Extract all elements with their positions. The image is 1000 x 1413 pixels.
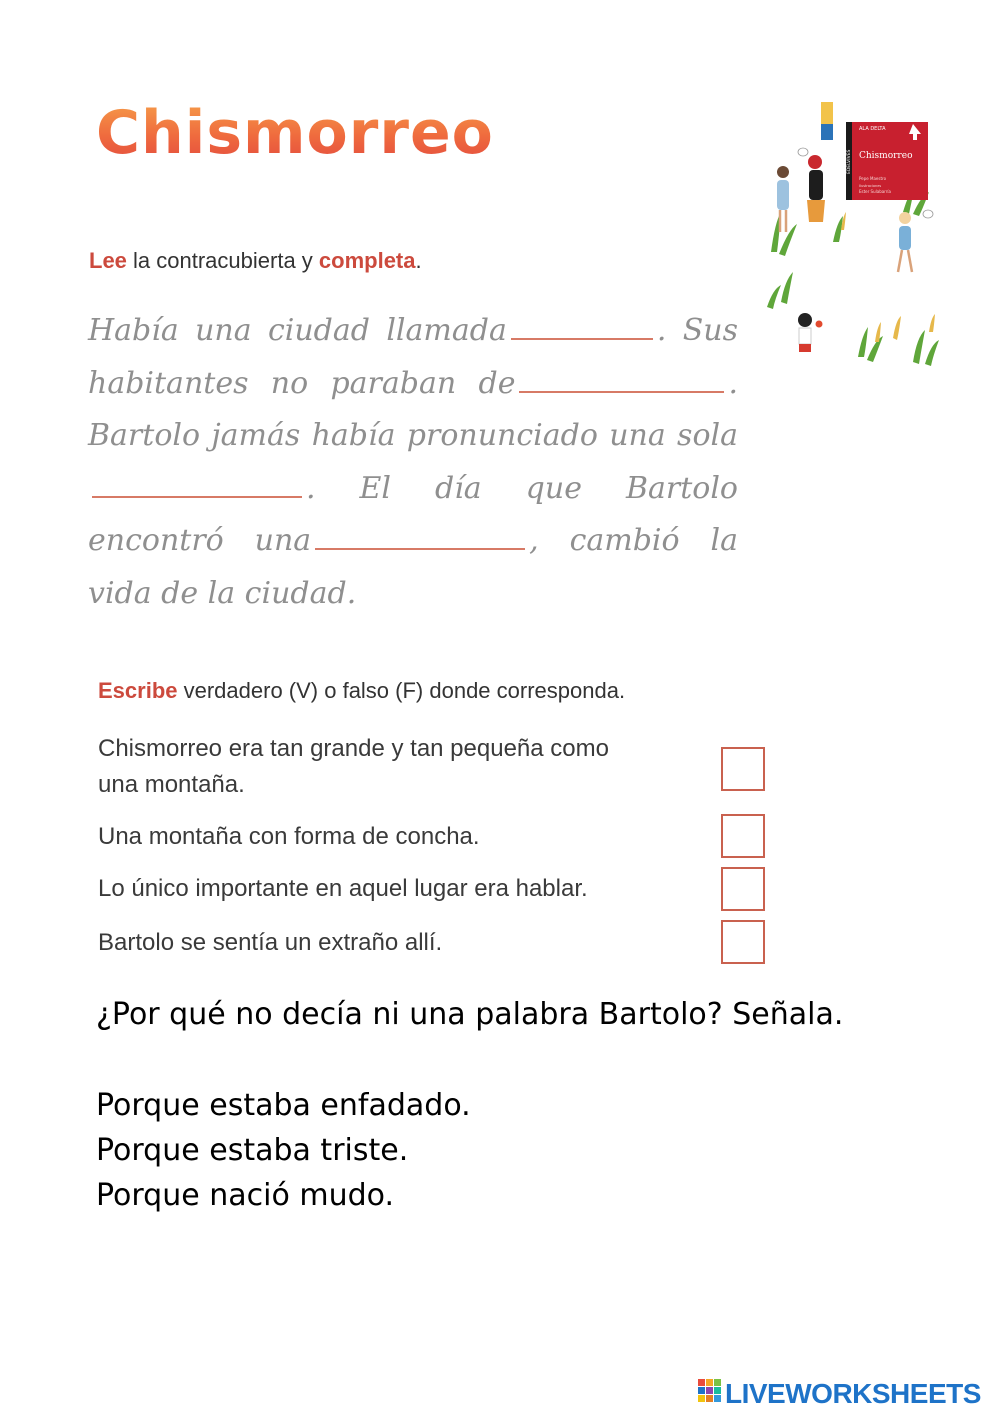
cover-title: Chismorreo bbox=[859, 151, 913, 161]
blank-activity[interactable] bbox=[519, 365, 724, 393]
cloze-text-3: . Bartolo jamás había pronunciado una sola bbox=[88, 365, 738, 453]
answer-option-3[interactable]: Porque nació mudo. bbox=[96, 1178, 394, 1213]
blank-word[interactable] bbox=[92, 470, 302, 498]
logo-blocks-icon bbox=[697, 1376, 723, 1404]
statement-1-line-1: Chismorreo era tan grande y tan pequeña como bbox=[98, 735, 609, 762]
statement-3: Lo único importante en aquel lugar era hablar. bbox=[98, 875, 588, 902]
liveworksheets-logo bbox=[697, 1376, 981, 1412]
blank-object[interactable] bbox=[315, 522, 525, 550]
instruction-write bbox=[98, 678, 625, 704]
cloze-text-2: . Sus habitantes no paraban de bbox=[88, 313, 738, 401]
answer-box-1[interactable] bbox=[721, 747, 765, 791]
statement-1 bbox=[98, 731, 609, 803]
answer-box-3[interactable] bbox=[721, 867, 765, 911]
instruction-verb-write: Escribe bbox=[98, 678, 178, 703]
statement-2: Una montaña con forma de concha. bbox=[98, 823, 480, 850]
worksheet-title: Chismorreo bbox=[96, 98, 494, 168]
blank-city-name[interactable] bbox=[511, 312, 653, 340]
statement-1-line-2: una montaña. bbox=[98, 771, 245, 798]
cloze-text-4: . El día que Bartolo encontró una bbox=[88, 470, 738, 558]
instruction-write-rest: verdadero (V) o falso (F) donde corresponda. bbox=[177, 678, 626, 703]
statement-4: Bartolo se sentía un extraño allí. bbox=[98, 929, 443, 956]
cover-illustrator: Ester Sulabarría bbox=[859, 189, 891, 194]
cover-illustrator-label: Ilustraciones bbox=[859, 184, 882, 188]
answer-option-1[interactable]: Porque estaba enfadado. bbox=[96, 1088, 471, 1123]
instruction-middle: la contracubierta y bbox=[126, 248, 319, 273]
logo-text: LIVEWORKSHEETS bbox=[725, 1378, 981, 1409]
instruction-read bbox=[89, 248, 422, 274]
cloze-paragraph bbox=[88, 305, 738, 620]
cover-author: Pepe Maestro bbox=[859, 176, 887, 181]
question: ¿Por qué no decía ni una palabra Bartolo? Señala. bbox=[96, 997, 844, 1032]
cover-series: ALA DELTA bbox=[859, 126, 886, 132]
instruction-verb-read: Lee bbox=[89, 248, 127, 273]
answer-box-4[interactable] bbox=[721, 920, 765, 964]
cover-publisher: EDELVIVES bbox=[847, 149, 852, 174]
instruction-end: . bbox=[415, 248, 422, 273]
answer-box-2[interactable] bbox=[721, 814, 765, 858]
book-cover-illustration bbox=[763, 102, 943, 380]
cloze-text-5: , cambió la vida de la ciudad. bbox=[88, 523, 738, 611]
cloze-text-1: Había una ciudad llamada bbox=[88, 313, 507, 348]
answer-option-2[interactable]: Porque estaba triste. bbox=[96, 1133, 409, 1168]
cover-art bbox=[763, 102, 943, 380]
instruction-verb-complete: completa bbox=[318, 248, 416, 273]
